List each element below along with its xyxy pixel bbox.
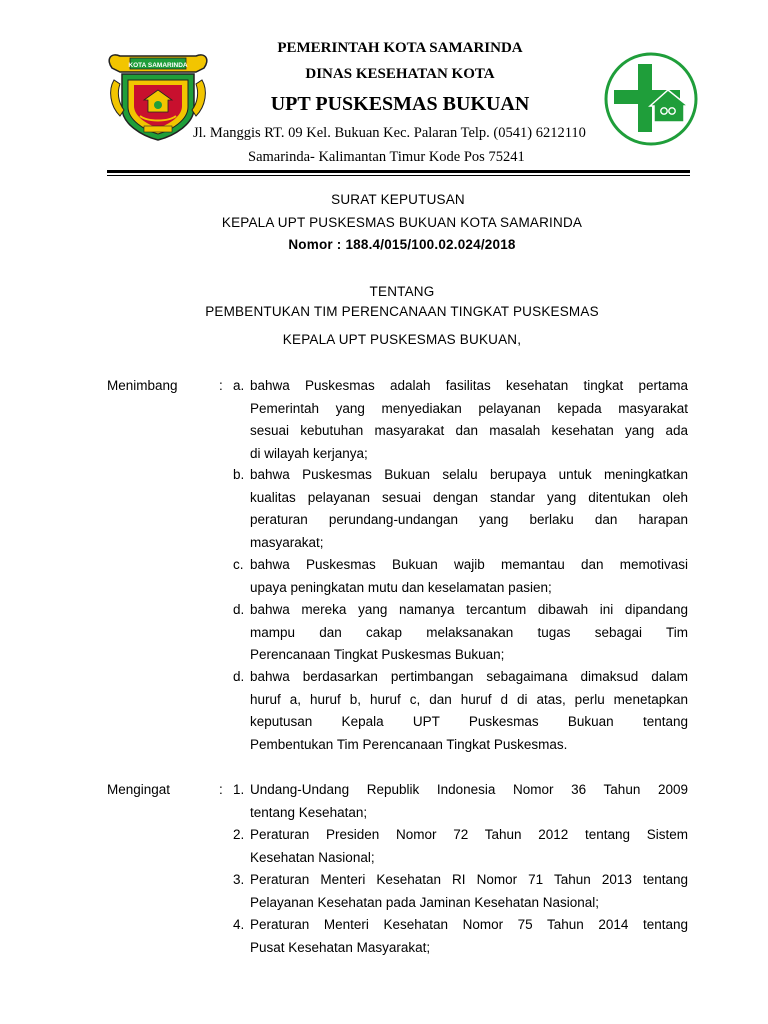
letterhead-divider-thin	[107, 175, 690, 176]
mengingat-label: Mengingat	[107, 782, 171, 797]
doc-issuer-full: KEPALA UPT PUSKESMAS BUKUAN KOTA SAMARINDA	[221, 215, 583, 230]
mengingat-item: Peraturan Presiden Nomor 72 Tahun 2012 tentang Sistem Kesehatan Nasional;	[250, 827, 688, 865]
mengingat-marker: 3.	[233, 872, 245, 887]
doc-number: Nomor : 188.4/015/100.02.024/2018	[288, 237, 516, 252]
menimbang-item: bahwa Puskesmas Bukuan wajib memantau dan memotivasi upaya peningkatan mutu dan keselamatan pasien;	[250, 557, 688, 595]
menimbang-marker: d.	[233, 669, 245, 684]
doc-subject: PEMBENTUKAN TIM PERENCANAAN TINGKAT PUSKESMAS	[205, 304, 599, 319]
kop-agency: DINAS KESEHATAN KOTA	[305, 66, 495, 82]
doc-tentang: TENTANG	[369, 284, 435, 299]
mengingat-item: Peraturan Menteri Kesehatan RI Nomor 71 Tahun 2013 tentang Pelayanan Kesehatan pada Jaminan Kesehatan Nasional;	[250, 872, 688, 910]
doc-issuer: KEPALA UPT PUSKESMAS BUKUAN,	[282, 332, 522, 347]
menimbang-item: bahwa Puskesmas adalah fasilitas kesehatan tingkat pertama Pemerintah yang menyediakan pelayanan kepada masyarakat sesuai kebutuhan masyarakat dan masalah kesehatan yang ada di wilayah kerjanya;	[250, 378, 688, 461]
menimbang-marker: c.	[233, 557, 244, 572]
mengingat-marker: 4.	[233, 917, 245, 932]
kop-institution: UPT PUSKESMAS BUKUAN	[270, 93, 530, 115]
kop-city: Samarinda- Kalimantan Timur Kode Pos 75241	[248, 149, 525, 165]
doc-type: SURAT KEPUTUSAN	[331, 192, 465, 207]
menimbang-colon: :	[219, 378, 223, 393]
menimbang-label: Menimbang	[107, 378, 178, 393]
kop-government: PEMERINTAH KOTA SAMARINDA	[277, 40, 523, 56]
menimbang-marker: b.	[233, 467, 245, 482]
letterhead-divider	[107, 170, 690, 173]
menimbang-item: bahwa Puskesmas Bukuan selalu berupaya untuk meningkatkan kualitas pelayanan sesuai dengan standar yang ditentukan oleh peraturan perundang-undangan yang berlaku dan harapan masyarakat;	[250, 467, 688, 550]
mengingat-item: Peraturan Menteri Kesehatan Nomor 75 Tahun 2014 tentang Pusat Kesehatan Masyarakat;	[250, 917, 688, 955]
menimbang-marker: a.	[233, 378, 245, 393]
puskesmas-logo	[602, 50, 700, 148]
menimbang-marker: d.	[233, 602, 245, 617]
mengingat-marker: 1.	[233, 782, 245, 797]
menimbang-item: bahwa mereka yang namanya tercantum dibawah ini dipandang mampu dan cakap melaksanakan tugas sebagai Tim Perencanaan Tingkat Puskesmas Bukuan;	[250, 602, 688, 662]
kop-address: Jl. Manggis RT. 09 Kel. Bukuan Kec. Palaran Telp. (0541) 6212110	[193, 125, 586, 141]
mengingat-item: Undang-Undang Republik Indonesia Nomor 36 Tahun 2009 tentang Kesehatan;	[250, 782, 688, 820]
menimbang-item: bahwa berdasarkan pertimbangan sebagaimana dimaksud dalam huruf a, huruf b, huruf c, dan huruf d di atas, perlu menetapkan keputusan Kepala UPT Puskesmas Bukuan tentang Pembentukan Tim Perencanaan Tingkat Puskesmas.	[250, 669, 688, 752]
svg-text:KOTA SAMARINDA: KOTA SAMARINDA	[128, 62, 188, 69]
mengingat-colon: :	[219, 782, 223, 797]
mengingat-marker: 2.	[233, 827, 245, 842]
